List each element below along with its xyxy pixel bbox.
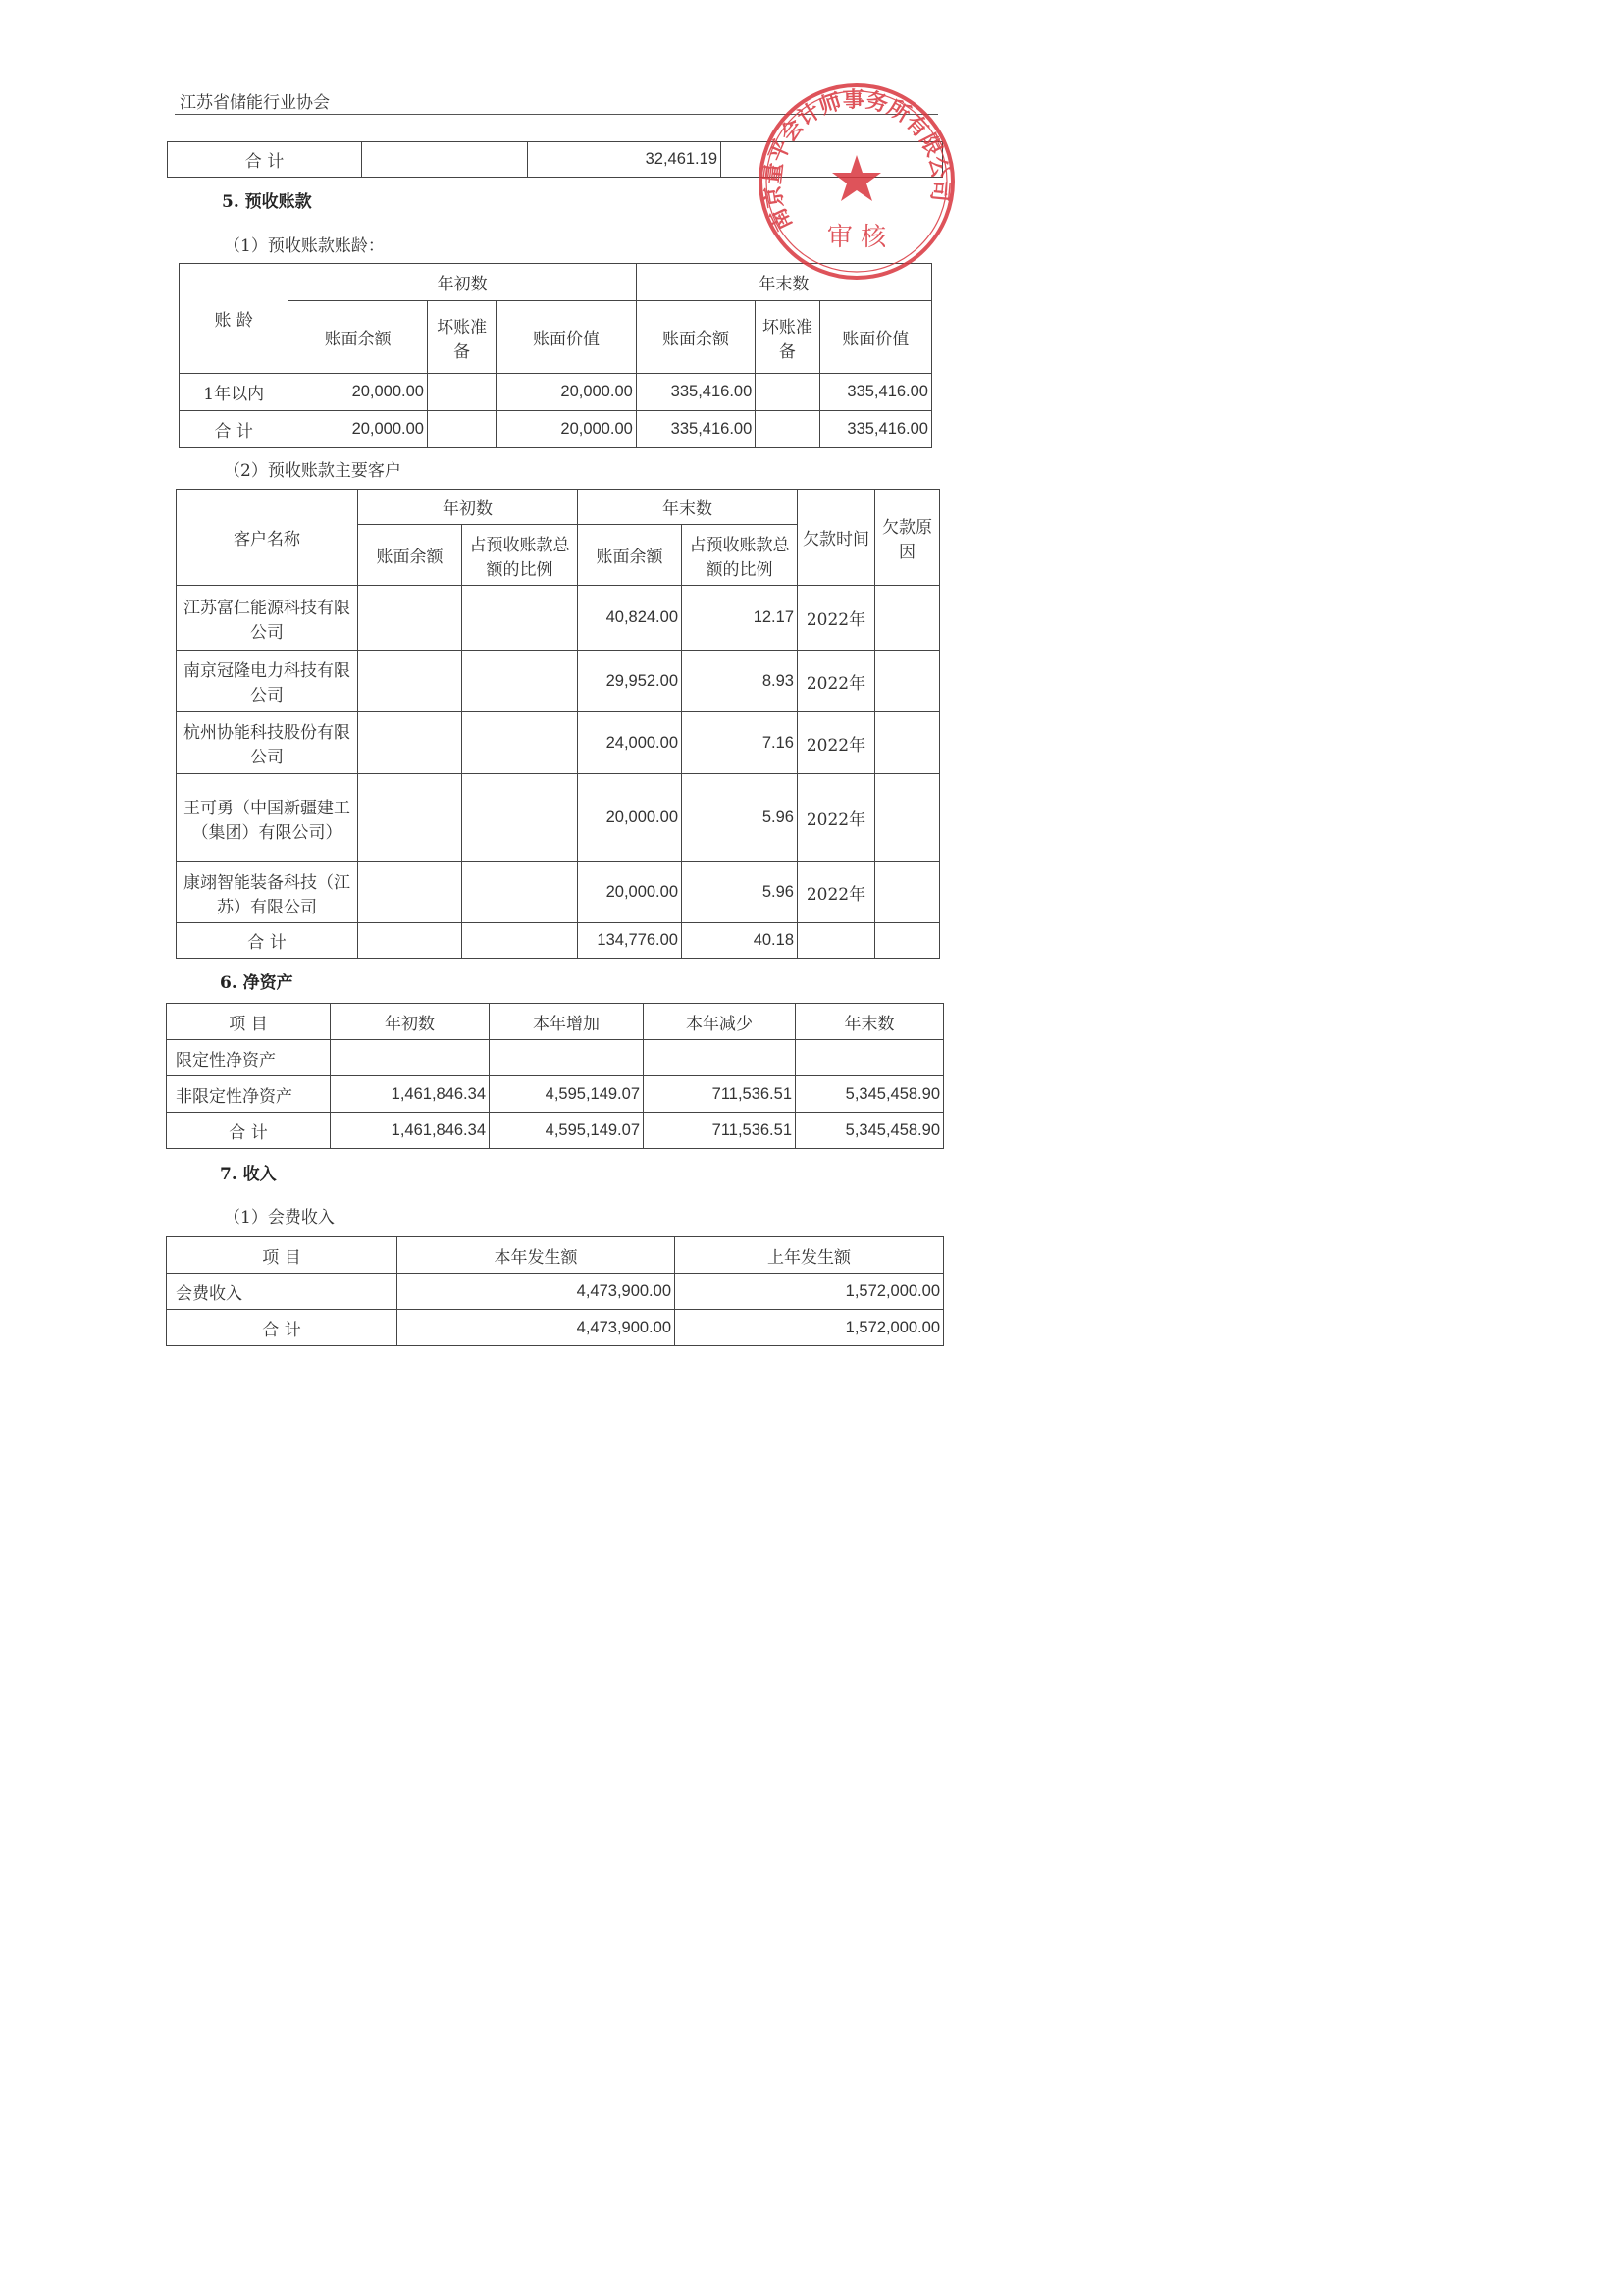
customers-header-name: 客户名称 (177, 490, 358, 586)
customers-header-balance: 账面余额 (578, 525, 682, 586)
aging-header-bad: 坏账准备 (756, 301, 819, 374)
seal-star-icon (832, 155, 881, 201)
section-5-title: 5. 预收账款 (222, 192, 312, 212)
customers-header-end: 年末数 (578, 490, 798, 525)
s5-aging-subtitle: （1）预收账款账龄： (224, 236, 385, 256)
aging-header-age: 账 龄 (180, 264, 288, 374)
table-row: 杭州协能科技股份有限公司 24,000.00 7.16 2022年 (177, 712, 940, 774)
net-assets-table: 项 目 年初数 本年增加 本年减少 年末数 限定性净资产 非限定性净资产 1,461,846.34 4,595,149.07 711,536.51 5,345,458.90 合 计 1,461,846.34 4,595,149.07 711,536.51 5,345,458.90 (166, 1003, 944, 1149)
official-seal (754, 78, 960, 285)
table-row: 合 计 1,461,846.34 4,595,149.07 711,536.51 5,345,458.90 (167, 1113, 944, 1149)
aging-header-bad: 坏账准备 (427, 301, 496, 374)
table-row: 江苏富仁能源科技有限公司 40,824.00 12.17 2022年 (177, 586, 940, 651)
seal-org-text: 南京量平会计师事务所有限公司 (759, 86, 954, 235)
table-row: 南京冠隆电力科技有限公司 29,952.00 8.93 2022年 (177, 651, 940, 712)
aging-table (179, 263, 932, 448)
table-row: 1年以内 20,000.00 20,000.00 335,416.00 335,416.00 (180, 374, 932, 411)
customers-header-balance: 账面余额 (358, 525, 462, 586)
table-row: 合 计 4,473,900.00 1,572,000.00 (167, 1310, 944, 1346)
aging-header-balance: 账面余额 (636, 301, 755, 374)
table-row: 康翊智能装备科技（江苏）有限公司 20,000.00 5.96 2022年 (177, 862, 940, 923)
customers-header-reason: 欠款原因 (875, 490, 940, 586)
table-row: 王可勇（中国新疆建工（集团）有限公司） 20,000.00 5.96 2022年 (177, 774, 940, 862)
aging-header-end: 年末数 (636, 264, 931, 301)
customers-header-begin: 年初数 (358, 490, 578, 525)
prev-total-value: 32,461.19 (528, 142, 721, 178)
section-6-title: 6. 净资产 (220, 973, 293, 993)
aging-header-begin: 年初数 (288, 264, 636, 301)
table-row: 合 计 20,000.00 20,000.00 335,416.00 335,416.00 (180, 411, 932, 448)
customers-header-time: 欠款时间 (798, 490, 875, 586)
table-row: 合 计 134,776.00 40.18 (177, 923, 940, 959)
aging-header-balance: 账面余额 (288, 301, 428, 374)
customers-header-ratio: 占预收账款总额的比例 (682, 525, 798, 586)
table-row: 限定性净资产 (167, 1040, 944, 1076)
aging-header-value: 账面价值 (819, 301, 931, 374)
income-table: 项 目 本年发生额 上年发生额 会费收入 4,473,900.00 1,572,000.00 合 计 4,473,900.00 1,572,000.00 (166, 1236, 944, 1346)
customers-header-ratio: 占预收账款总额的比例 (462, 525, 578, 586)
table-row: 非限定性净资产 1,461,846.34 4,595,149.07 711,536.51 5,345,458.90 (167, 1076, 944, 1113)
aging-header-value: 账面价值 (497, 301, 637, 374)
s7-subtitle: （1）会费收入 (224, 1208, 335, 1227)
section-7-title: 7. 收入 (220, 1165, 277, 1184)
table-row: 会费收入 4,473,900.00 1,572,000.00 (167, 1274, 944, 1310)
customers-table (176, 489, 940, 959)
s5-customers-subtitle: （2）预收账款主要客户 (224, 461, 401, 481)
seal-center-text: 审 核 (826, 223, 887, 252)
prev-total-label: 合 计 (168, 142, 362, 178)
header-org-name: 江苏省储能行业协会 (180, 93, 330, 113)
